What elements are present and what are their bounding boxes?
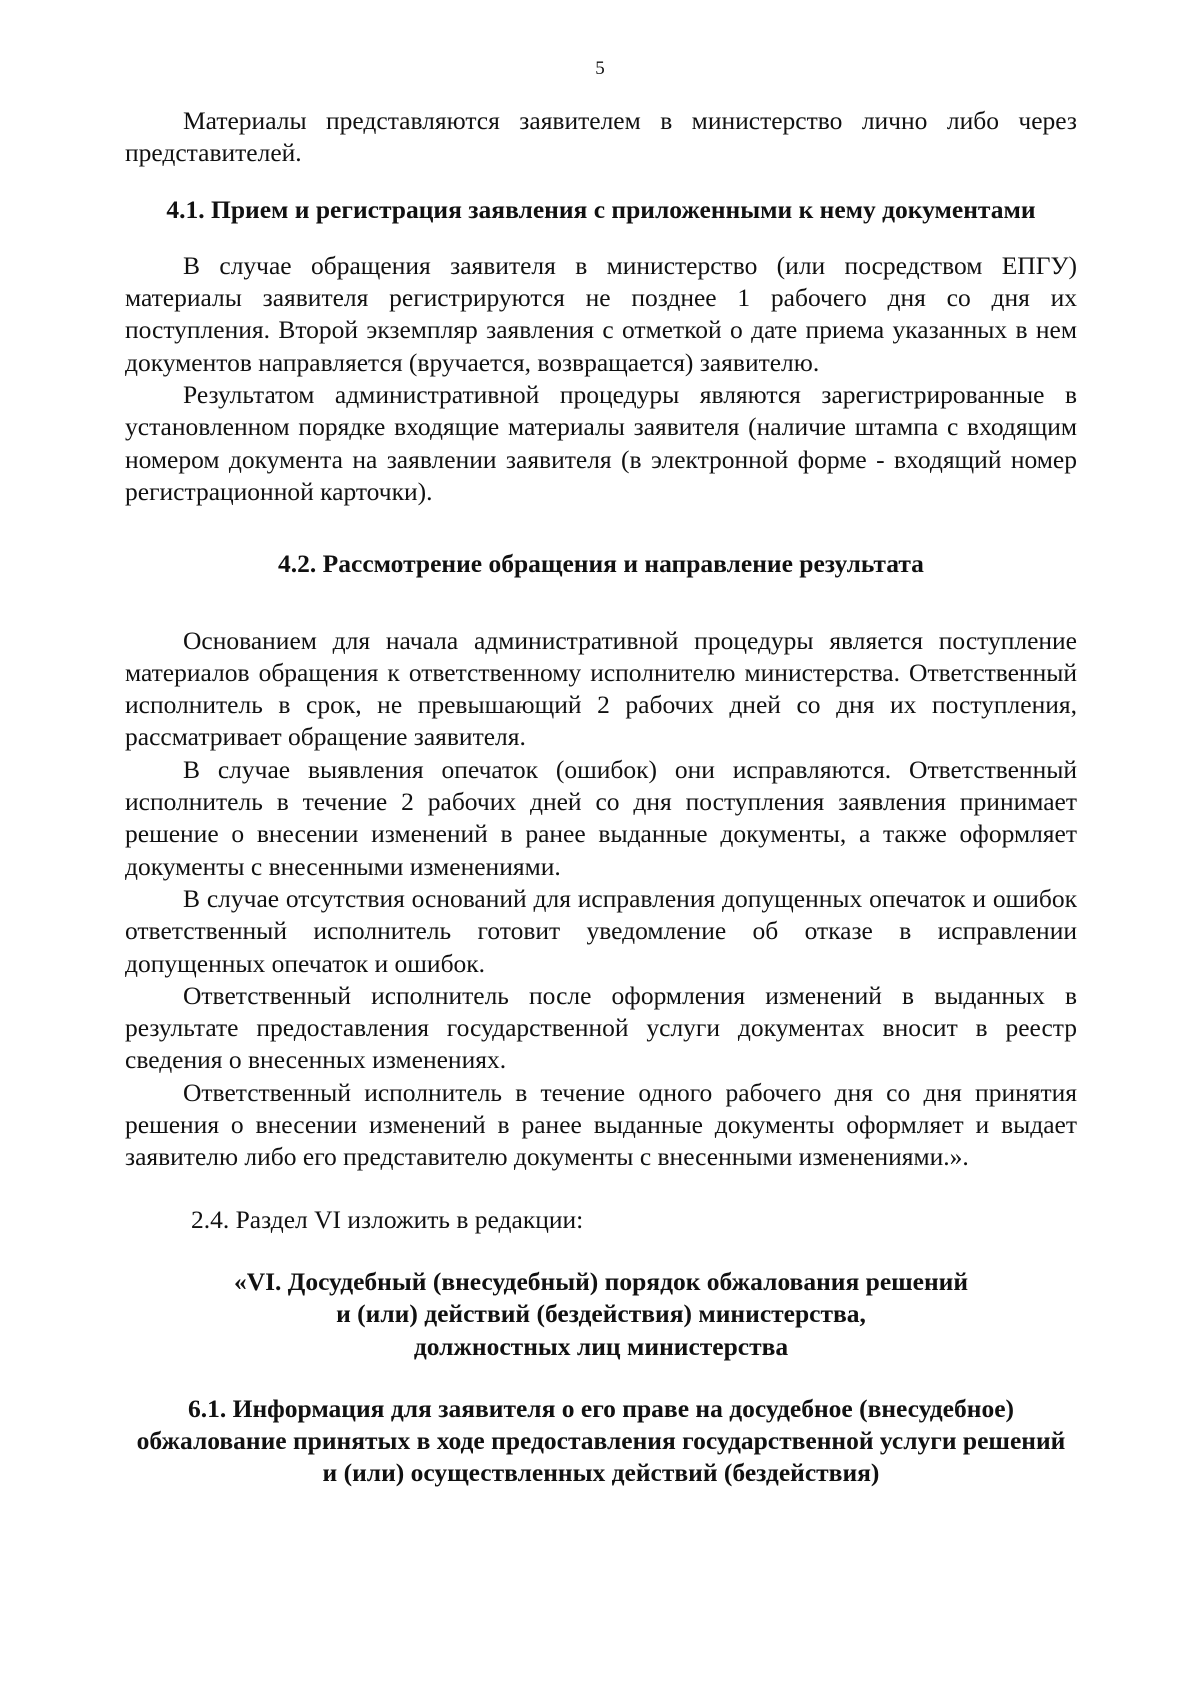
- section-4-2-heading: 4.2. Рассмотрение обращения и направление результата: [278, 549, 924, 579]
- section-6-1-title-line: 6.1. Информация для заявителя о его праве на досудебное (внесудебное): [187, 1393, 1015, 1423]
- amendment-line: 2.4. Раздел VI изложить в редакции:: [191, 1204, 584, 1234]
- intro-paragraph: Материалы представляются заявителем в министерство лично либо через представителей.: [125, 106, 1077, 168]
- section-4-1-paragraph: В случае обращения заявителя в министерство (или посредством ЕПГУ) материалы заявителя регистрируются не позднее 1 рабочего дня со дня их поступления. Второй экземпляр заявления с отметкой о дате приема указанных в нем документов направляется (вручается, возвращается) заявителю.: [125, 250, 1077, 377]
- section-6-title-line: должностных лиц министерства: [413, 1331, 789, 1361]
- page-number: 5: [595, 58, 605, 79]
- section-6-title: [125, 1266, 1077, 1363]
- section-6-title-line: «VI. Досудебный (внесудебный) порядок обжалования решений: [233, 1266, 969, 1296]
- section-6-title-line: и (или) действий (бездействия) министерства,: [336, 1299, 866, 1329]
- section-4-2-paragraph: Ответственный исполнитель после оформления изменений в выданных в результате предоставления государственной услуги документах вносит в реестр сведения о внесенных изменениях.: [125, 980, 1077, 1075]
- section-4-1-paragraph: Результатом административной процедуры являются зарегистрированные в установленном порядке входящие материалы заявителя (наличие штампа с входящим номером документа на заявлении заявителя (в электронной форме - входящий номер регистрационной карточки).: [125, 380, 1077, 506]
- document-body: [125, 105, 1077, 1490]
- section-4-2-paragraph: Ответственный исполнитель в течение одного рабочего дня со дня принятия решения о внесении изменений в ранее выданные документы оформляет и выдает заявителю либо его представителю документы с внесенными изменениями.».: [125, 1077, 1077, 1172]
- section-4-2-paragraph: В случае выявления опечаток (ошибок) они исправляются. Ответственный исполнитель в течение 2 рабочих дней со дня поступления заявления принимает решение о внесении изменений в ранее выданные документы, а также оформляет документы с внесенными изменениями.: [125, 754, 1077, 881]
- section-6-1-title: [125, 1393, 1077, 1490]
- section-4-2-paragraph: В случае отсутствия оснований для исправления допущенных опечаток и ошибок ответственный исполнитель готовит уведомление об отказе в исправлении допущенных опечаток и ошибок.: [125, 883, 1077, 978]
- section-4-2-paragraph: Основанием для начала административной процедуры является поступление материалов обращения к ответственному исполнителю министерства. Ответственный исполнитель в срок, не превышающий 2 рабочих дней со дня их поступления, рассматривает обращение заявителя.: [125, 625, 1077, 752]
- section-4-1-heading: 4.1. Прием и регистрация заявления с приложенными к нему документами: [166, 194, 1036, 224]
- section-6-1-title-line: и (или) осуществленных действий (бездействия): [322, 1458, 880, 1488]
- section-6-1-title-line: обжалование принятых в ходе предоставления государственной услуги решений: [136, 1426, 1066, 1456]
